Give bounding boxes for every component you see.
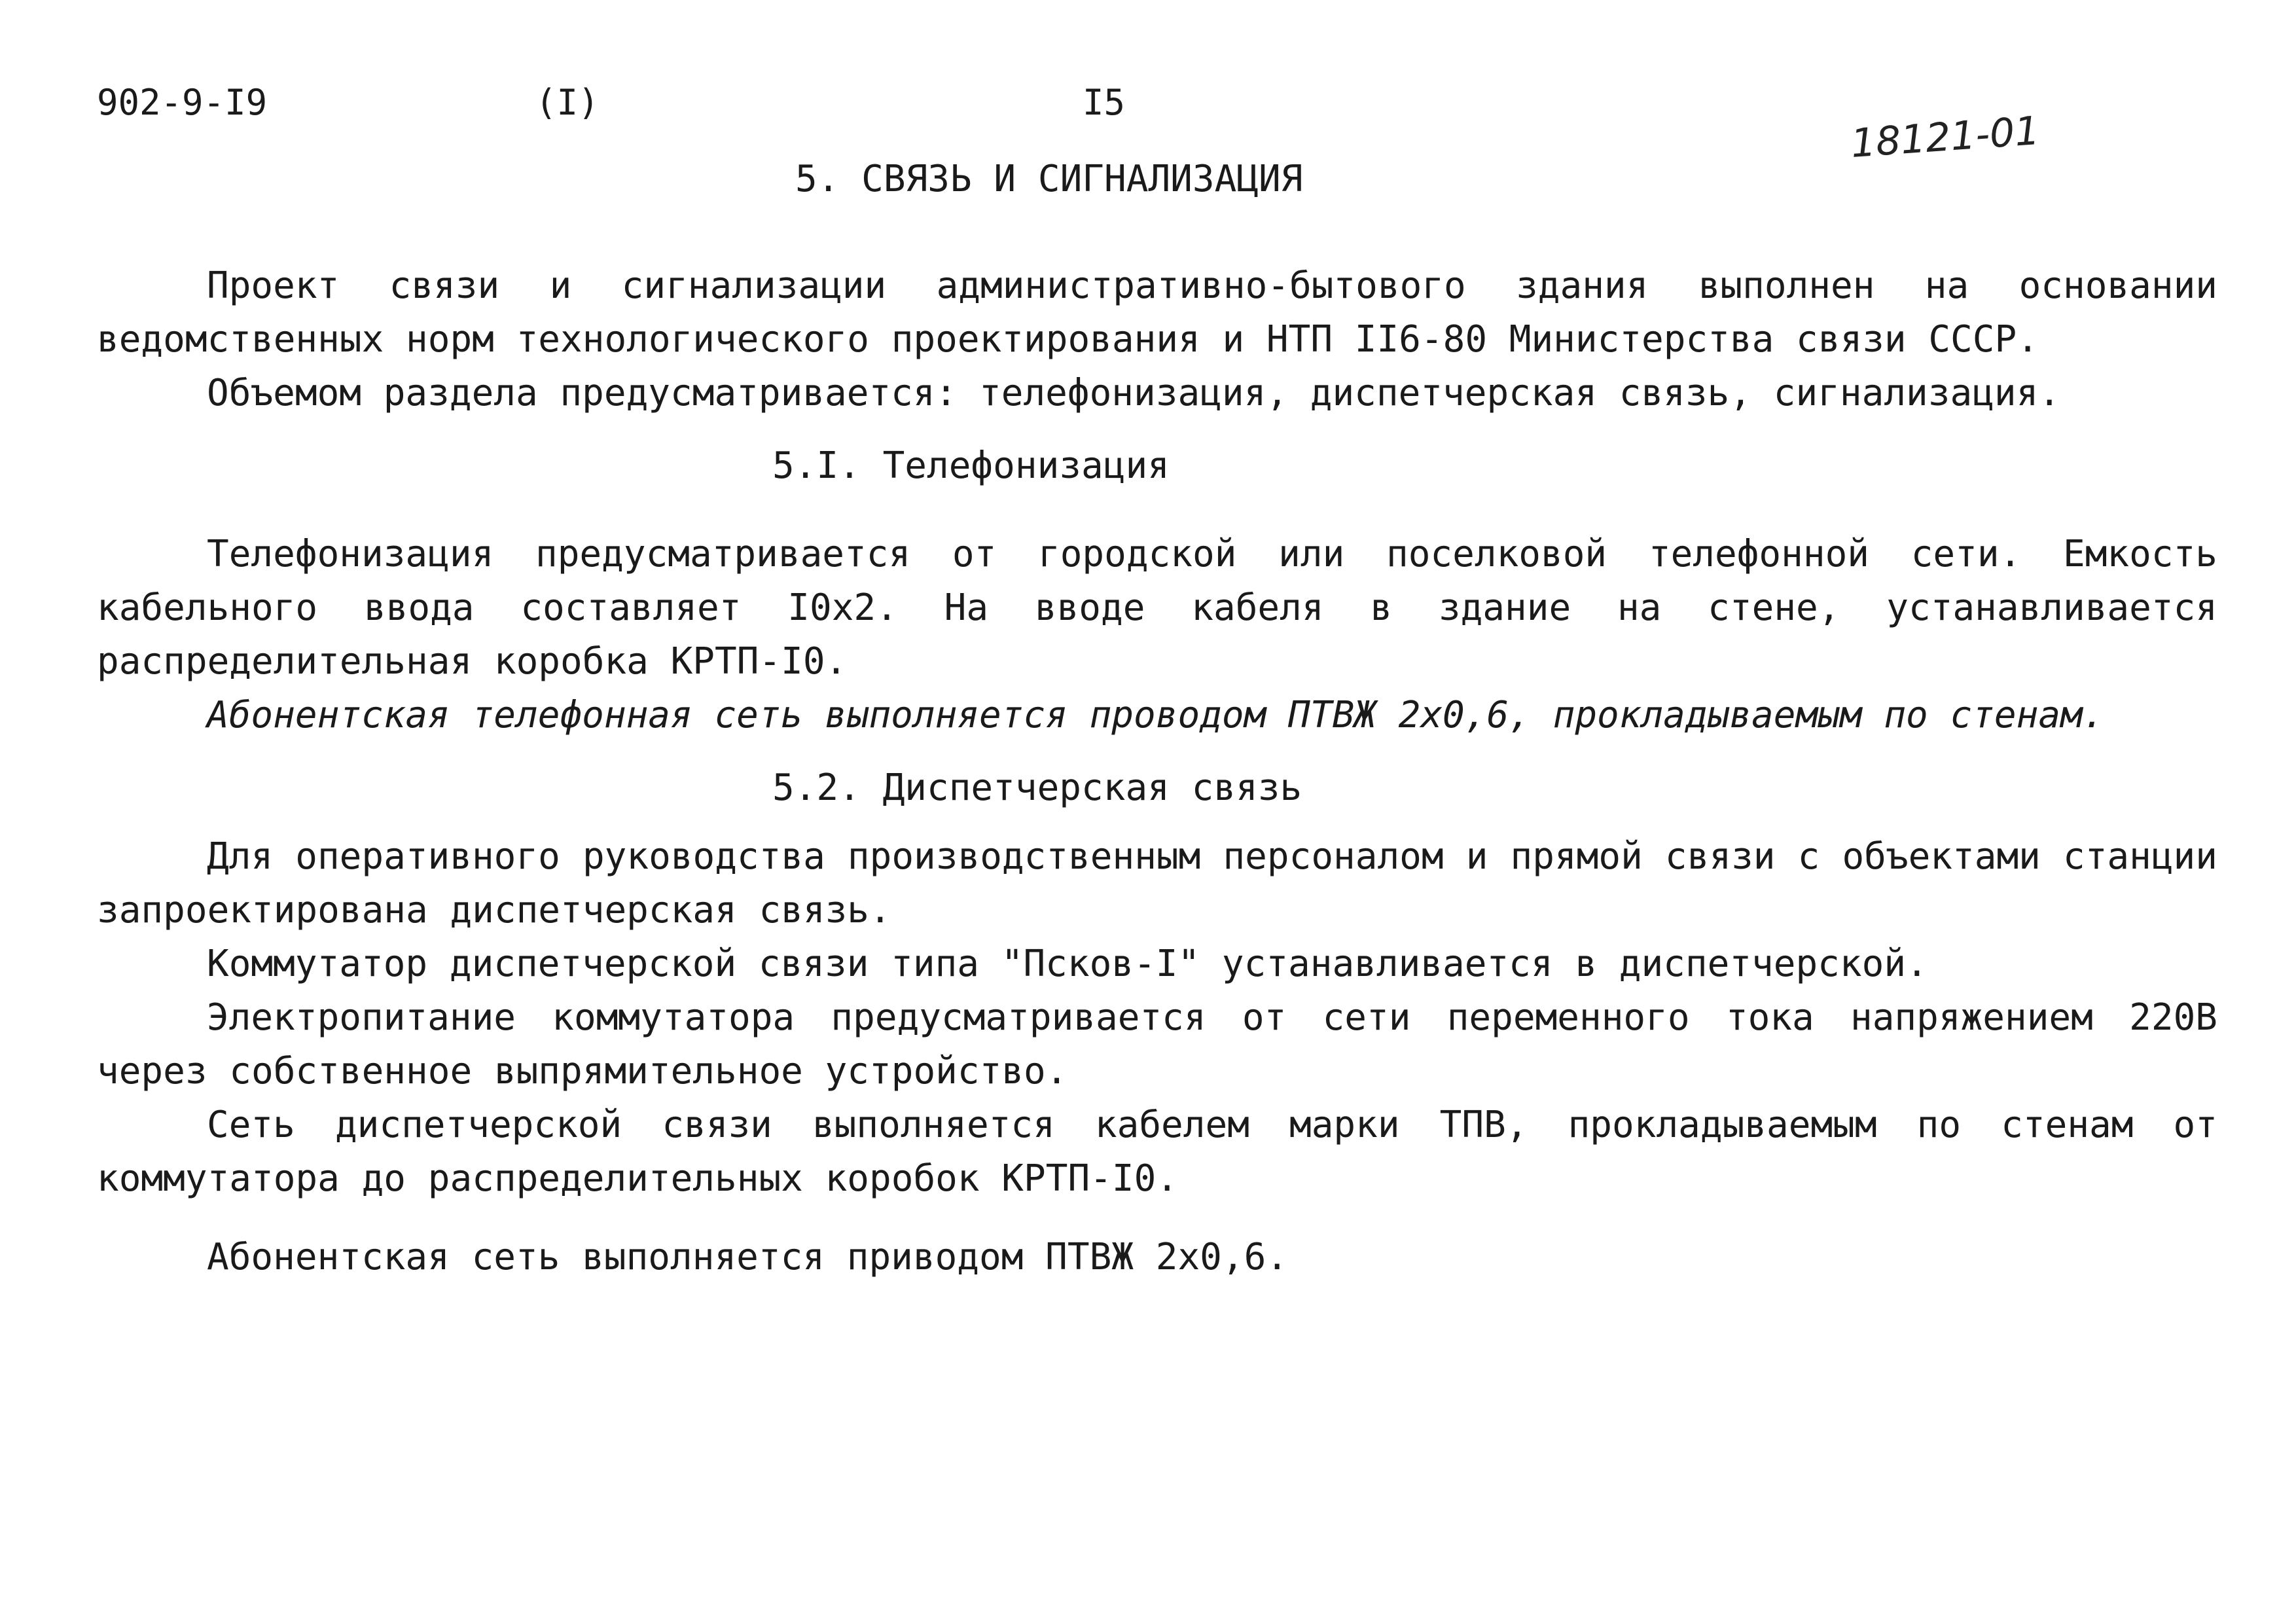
paragraph: Коммутатор диспетчерской связи типа "Псков-I" устанавливается в диспетчерской. <box>207 943 1928 985</box>
paragraph: Объемом раздела предусматривается: телефонизация, диспетчерская связь, сигнализация. <box>207 372 2061 414</box>
handwritten-stamp-number: 18121-01 <box>1849 107 2041 167</box>
paragraph: Сеть диспетчерской связи выполняется кабелем марки ТПВ, прокладываемым по стенам от коммутатора до распределительных коробок КРТП-I0. <box>97 1104 2217 1200</box>
section-title: 5. СВЯЗЬ И СИГНАЛИЗАЦИЯ <box>795 158 1303 200</box>
subsection-title-dispatch: 5.2. Диспетчерская связь <box>772 767 1302 809</box>
paragraph: Телефонизация предусматривается от городской или поселковой телефонной сети. Емкость кабельного ввода составляет I0х2. На вводе кабеля в здание на стене, устанавливается распределительная коробка КРТП-I0. <box>97 533 2217 683</box>
paragraph: Абонентская телефонная сеть выполняется проводом ПТВЖ 2х0,6, прокладываемым по стенам. <box>207 694 2105 736</box>
paragraph: Электропитание коммутатора предусматривается от сети переменного тока напряжением 220В через собственное выпрямительное устройство. <box>97 996 2217 1092</box>
paragraph: Абонентская сеть выполняется приводом ПТВЖ 2х0,6. <box>207 1236 1289 1278</box>
subsection-title-telephony: 5.I. Телефонизация <box>772 444 1170 487</box>
paragraph: Проект связи и сигнализации административно-бытового здания выполнен на основании ведомственных норм технологического проектирования и НТП II6-80 Министерства связи СССР. <box>97 264 2217 361</box>
document-part: (I) <box>535 82 600 123</box>
document-code: 902-9-I9 <box>97 82 268 123</box>
paragraph: Для оперативного руководства производственным персоналом и прямой связи с объектами станции запроектирована диспетчерская связь. <box>97 835 2217 931</box>
page-number: I5 <box>1083 82 1126 123</box>
